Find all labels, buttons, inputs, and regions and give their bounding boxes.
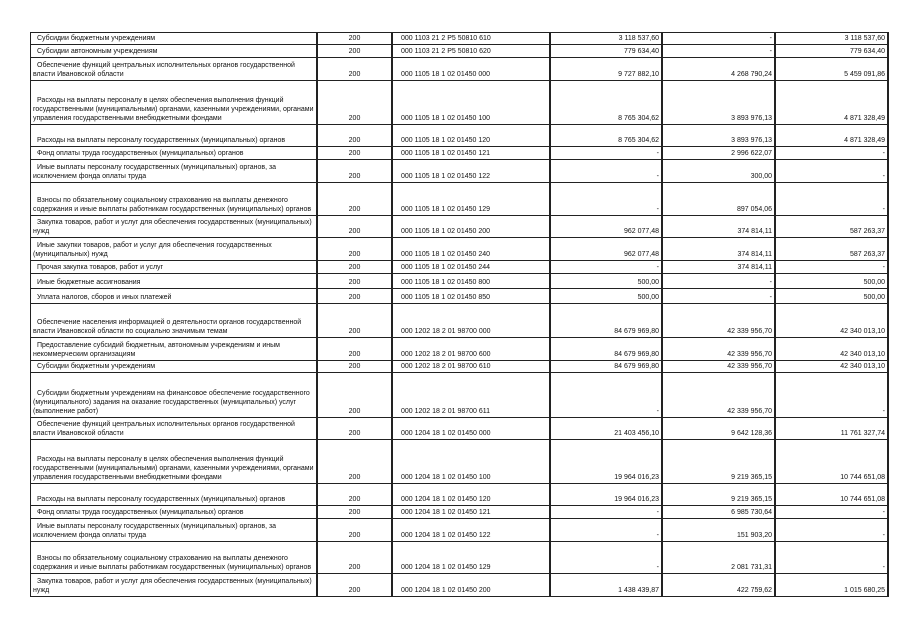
classification-code-cell: 000 1105 18 1 02 01450 200 <box>392 216 550 238</box>
unexecuted-amount-cell: - <box>775 519 888 542</box>
classification-code-cell: 000 1204 18 1 02 01450 129 <box>392 542 550 574</box>
approved-amount-cell: 84 679 969,80 <box>550 304 662 338</box>
approved-amount-cell: 3 118 537,60 <box>550 33 662 45</box>
classification-code-cell: 000 1103 21 2 P5 50810 620 <box>392 45 550 58</box>
unexecuted-amount-cell: - <box>775 147 888 160</box>
executed-amount-cell: - <box>662 289 775 304</box>
approved-amount-cell: - <box>550 373 662 418</box>
unexecuted-amount-cell: 779 634,40 <box>775 45 888 58</box>
classification-code-cell: 000 1204 18 1 02 01450 121 <box>392 506 550 519</box>
approved-amount-cell: 1 438 439,87 <box>550 574 662 597</box>
approved-amount-cell: - <box>550 147 662 160</box>
line-code-cell: 200 <box>317 418 392 440</box>
expense-name-cell: Фонд оплаты труда государственных (муниципальных) органов <box>31 506 318 519</box>
line-code-cell: 200 <box>317 542 392 574</box>
expense-name-cell: Расходы на выплаты персоналу государственных (муниципальных) органов <box>31 484 318 506</box>
unexecuted-amount-cell: 42 340 013,10 <box>775 304 888 338</box>
line-code-cell: 200 <box>317 183 392 216</box>
unexecuted-amount-cell: - <box>775 506 888 519</box>
executed-amount-cell: 6 985 730,64 <box>662 506 775 519</box>
executed-amount-cell: 300,00 <box>662 160 775 183</box>
expense-name-cell: Расходы на выплаты персоналу государственных (муниципальных) органов <box>31 125 318 147</box>
unexecuted-amount-cell: 1 015 680,25 <box>775 574 888 597</box>
approved-amount-cell: 8 765 304,62 <box>550 81 662 125</box>
table-row <box>31 160 889 183</box>
unexecuted-amount-cell: 10 744 651,08 <box>775 484 888 506</box>
classification-code-cell: 000 1204 18 1 02 01450 000 <box>392 418 550 440</box>
approved-amount-cell: 21 403 456,10 <box>550 418 662 440</box>
expense-name-cell: Обеспечение функций центральных исполнительных органов государственной власти Ивановской области <box>31 58 318 81</box>
approved-amount-cell: - <box>550 506 662 519</box>
approved-amount-cell: - <box>550 542 662 574</box>
table-row <box>31 574 889 597</box>
table-row <box>31 183 889 216</box>
executed-amount-cell: 42 339 956,70 <box>662 338 775 361</box>
unexecuted-amount-cell: 10 744 651,08 <box>775 440 888 484</box>
approved-amount-cell: - <box>550 519 662 542</box>
executed-amount-cell: 2 996 622,07 <box>662 147 775 160</box>
approved-amount-cell: - <box>550 261 662 274</box>
line-code-cell: 200 <box>317 484 392 506</box>
line-code-cell: 200 <box>317 289 392 304</box>
table-row <box>31 216 889 238</box>
approved-amount-cell: 962 077,48 <box>550 238 662 261</box>
table-row <box>31 261 889 274</box>
unexecuted-amount-cell: 42 340 013,10 <box>775 361 888 373</box>
executed-amount-cell: 9 219 365,15 <box>662 440 775 484</box>
executed-amount-cell: - <box>662 274 775 289</box>
approved-amount-cell: 779 634,40 <box>550 45 662 58</box>
table-row <box>31 361 889 373</box>
line-code-cell: 200 <box>317 147 392 160</box>
executed-amount-cell: 2 081 731,31 <box>662 542 775 574</box>
expense-name-cell: Закупка товаров, работ и услуг для обеспечения государственных (муниципальных) нужд <box>31 216 318 238</box>
table-row <box>31 484 889 506</box>
expense-name-cell: Иные выплаты персоналу государственных (муниципальных) органов, за исключением фонда оплаты труда <box>31 519 318 542</box>
table-row <box>31 81 889 125</box>
approved-amount-cell: - <box>550 183 662 216</box>
expense-name-cell: Иные выплаты персоналу государственных (муниципальных) органов, за исключением фонда оплаты труда <box>31 160 318 183</box>
table-row <box>31 58 889 81</box>
unexecuted-amount-cell: 500,00 <box>775 289 888 304</box>
executed-amount-cell: 422 759,62 <box>662 574 775 597</box>
expense-name-cell: Закупка товаров, работ и услуг для обеспечения государственных (муниципальных) нужд <box>31 574 318 597</box>
expense-name-cell: Субсидии бюджетным учреждениям <box>31 361 318 373</box>
classification-code-cell: 000 1105 18 1 02 01450 240 <box>392 238 550 261</box>
line-code-cell: 200 <box>317 58 392 81</box>
executed-amount-cell: 4 268 790,24 <box>662 58 775 81</box>
classification-code-cell: 000 1105 18 1 02 01450 122 <box>392 160 550 183</box>
approved-amount-cell: 8 765 304,62 <box>550 125 662 147</box>
table-row <box>31 289 889 304</box>
table-row <box>31 519 889 542</box>
table-row <box>31 506 889 519</box>
table-row <box>31 542 889 574</box>
unexecuted-amount-cell: - <box>775 261 888 274</box>
expense-name-cell: Обеспечение функций центральных исполнительных органов государственной власти Ивановской области <box>31 418 318 440</box>
line-code-cell: 200 <box>317 33 392 45</box>
expense-name-cell: Обеспечение населения информацией о деятельности органов государственной власти Ивановской области по социально значимым темам <box>31 304 318 338</box>
line-code-cell: 200 <box>317 125 392 147</box>
line-code-cell: 200 <box>317 261 392 274</box>
executed-amount-cell: 151 903,20 <box>662 519 775 542</box>
classification-code-cell: 000 1105 18 1 02 01450 000 <box>392 58 550 81</box>
expense-name-cell: Взносы по обязательному социальному страхованию на выплаты денежного содержания и иные выплаты работникам государственных (муниципальных) органов <box>31 183 318 216</box>
approved-amount-cell: 500,00 <box>550 289 662 304</box>
executed-amount-cell: 374 814,11 <box>662 261 775 274</box>
unexecuted-amount-cell: 4 871 328,49 <box>775 125 888 147</box>
unexecuted-amount-cell: 587 263,37 <box>775 216 888 238</box>
classification-code-cell: 000 1105 18 1 02 01450 100 <box>392 81 550 125</box>
line-code-cell: 200 <box>317 160 392 183</box>
approved-amount-cell: - <box>550 160 662 183</box>
line-code-cell: 200 <box>317 574 392 597</box>
table-row <box>31 125 889 147</box>
table-row <box>31 274 889 289</box>
line-code-cell: 200 <box>317 216 392 238</box>
line-code-cell: 200 <box>317 238 392 261</box>
classification-code-cell: 000 1105 18 1 02 01450 120 <box>392 125 550 147</box>
unexecuted-amount-cell: 5 459 091,86 <box>775 58 888 81</box>
line-code-cell: 200 <box>317 45 392 58</box>
line-code-cell: 200 <box>317 506 392 519</box>
classification-code-cell: 000 1105 18 1 02 01450 850 <box>392 289 550 304</box>
executed-amount-cell: 9 642 128,36 <box>662 418 775 440</box>
executed-amount-cell: 42 339 956,70 <box>662 304 775 338</box>
line-code-cell: 200 <box>317 361 392 373</box>
table-row <box>31 338 889 361</box>
executed-amount-cell: 3 893 976,13 <box>662 81 775 125</box>
table-row <box>31 304 889 338</box>
classification-code-cell: 000 1202 18 2 01 98700 610 <box>392 361 550 373</box>
budget-execution-table <box>30 32 889 597</box>
unexecuted-amount-cell: 4 871 328,49 <box>775 81 888 125</box>
expense-name-cell: Иные закупки товаров, работ и услуг для обеспечения государственных (муниципальных) нужд <box>31 238 318 261</box>
approved-amount-cell: 84 679 969,80 <box>550 338 662 361</box>
table-row <box>31 440 889 484</box>
approved-amount-cell: 500,00 <box>550 274 662 289</box>
unexecuted-amount-cell: 3 118 537,60 <box>775 33 888 45</box>
approved-amount-cell: 9 727 882,10 <box>550 58 662 81</box>
approved-amount-cell: 19 964 016,23 <box>550 440 662 484</box>
table-row <box>31 373 889 418</box>
expense-name-cell: Расходы на выплаты персоналу в целях обеспечения выполнения функций государственными (муниципальными) органами, казенными учреждениями, органами управления государственными внебюджетными фондами <box>31 440 318 484</box>
expense-name-cell: Прочая закупка товаров, работ и услуг <box>31 261 318 274</box>
approved-amount-cell: 19 964 016,23 <box>550 484 662 506</box>
classification-code-cell: 000 1204 18 1 02 01450 100 <box>392 440 550 484</box>
classification-code-cell: 000 1105 18 1 02 01450 121 <box>392 147 550 160</box>
executed-amount-cell: 42 339 956,70 <box>662 373 775 418</box>
executed-amount-cell: - <box>662 33 775 45</box>
approved-amount-cell: 84 679 969,80 <box>550 361 662 373</box>
expense-name-cell: Иные бюджетные ассигнования <box>31 274 318 289</box>
line-code-cell: 200 <box>317 81 392 125</box>
expense-name-cell: Взносы по обязательному социальному страхованию на выплаты денежного содержания и иные выплаты работникам государственных (муниципальных) органов <box>31 542 318 574</box>
expense-name-cell: Уплата налогов, сборов и иных платежей <box>31 289 318 304</box>
executed-amount-cell: 42 339 956,70 <box>662 361 775 373</box>
executed-amount-cell: 9 219 365,15 <box>662 484 775 506</box>
line-code-cell: 200 <box>317 338 392 361</box>
expense-name-cell: Субсидии автономным учреждениям <box>31 45 318 58</box>
classification-code-cell: 000 1202 18 2 01 98700 600 <box>392 338 550 361</box>
classification-code-cell: 000 1105 18 1 02 01450 244 <box>392 261 550 274</box>
executed-amount-cell: - <box>662 45 775 58</box>
classification-code-cell: 000 1103 21 2 P5 50810 610 <box>392 33 550 45</box>
unexecuted-amount-cell: - <box>775 373 888 418</box>
classification-code-cell: 000 1204 18 1 02 01450 122 <box>392 519 550 542</box>
unexecuted-amount-cell: 500,00 <box>775 274 888 289</box>
expense-name-cell: Фонд оплаты труда государственных (муниципальных) органов <box>31 147 318 160</box>
classification-code-cell: 000 1105 18 1 02 01450 800 <box>392 274 550 289</box>
classification-code-cell: 000 1204 18 1 02 01450 200 <box>392 574 550 597</box>
unexecuted-amount-cell: 42 340 013,10 <box>775 338 888 361</box>
line-code-cell: 200 <box>317 274 392 289</box>
table-row <box>31 147 889 160</box>
expense-name-cell: Субсидии бюджетным учреждениям на финансовое обеспечение государственного (муниципального) задания на оказание государственных (муниципальных) услуг (выполнение работ) <box>31 373 318 418</box>
executed-amount-cell: 897 054,06 <box>662 183 775 216</box>
classification-code-cell: 000 1202 18 2 01 98700 000 <box>392 304 550 338</box>
unexecuted-amount-cell: - <box>775 160 888 183</box>
line-code-cell: 200 <box>317 440 392 484</box>
line-code-cell: 200 <box>317 304 392 338</box>
classification-code-cell: 000 1202 18 2 01 98700 611 <box>392 373 550 418</box>
table-row <box>31 45 889 58</box>
table-row <box>31 33 889 45</box>
line-code-cell: 200 <box>317 519 392 542</box>
expense-name-cell: Предоставление субсидий бюджетным, автономным учреждениям и иным некоммерческим организациям <box>31 338 318 361</box>
unexecuted-amount-cell: - <box>775 183 888 216</box>
table-row <box>31 238 889 261</box>
table-row <box>31 418 889 440</box>
classification-code-cell: 000 1105 18 1 02 01450 129 <box>392 183 550 216</box>
classification-code-cell: 000 1204 18 1 02 01450 120 <box>392 484 550 506</box>
unexecuted-amount-cell: 587 263,37 <box>775 238 888 261</box>
unexecuted-amount-cell: - <box>775 542 888 574</box>
expense-name-cell: Субсидии бюджетным учреждениям <box>31 33 318 45</box>
unexecuted-amount-cell: 11 761 327,74 <box>775 418 888 440</box>
line-code-cell: 200 <box>317 373 392 418</box>
approved-amount-cell: 962 077,48 <box>550 216 662 238</box>
executed-amount-cell: 3 893 976,13 <box>662 125 775 147</box>
executed-amount-cell: 374 814,11 <box>662 238 775 261</box>
executed-amount-cell: 374 814,11 <box>662 216 775 238</box>
expense-name-cell: Расходы на выплаты персоналу в целях обеспечения выполнения функций государственными (муниципальными) органами, казенными учреждениями, органами управления государственными внебюджетными фондами <box>31 81 318 125</box>
